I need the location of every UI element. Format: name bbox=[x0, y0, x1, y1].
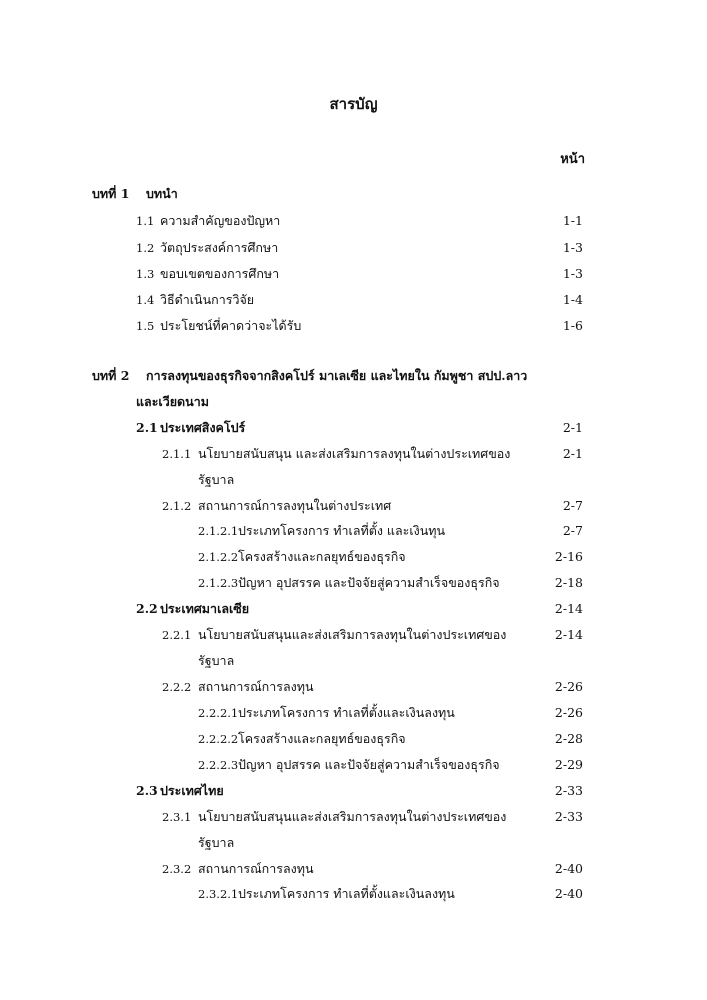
toc-entry-page: 1-1 bbox=[562, 213, 583, 228]
toc-entry-number: 2.2.1 bbox=[162, 628, 192, 642]
toc-entry-title: ปัญหา อุปสรรค และปัจจัยสู่ความสำเร็จของธุรกิจ bbox=[238, 575, 500, 590]
toc-entry-number: 2.3.2.1 bbox=[198, 887, 239, 901]
toc-entry-number: 1.3 bbox=[136, 267, 155, 281]
toc-entry-title: ประเทศมาเลเซีย bbox=[160, 601, 250, 616]
toc-entry-number: 2.2 bbox=[136, 601, 158, 616]
toc-entry-title: สถานการณ์การลงทุน bbox=[198, 861, 314, 876]
toc-entry-number: 2.3.1 bbox=[162, 810, 192, 824]
toc-entry-title: รัฐบาล bbox=[198, 472, 235, 487]
toc-entry-page: 2-7 bbox=[562, 523, 583, 538]
toc-entry-page: 2-26 bbox=[554, 679, 583, 694]
toc-entry-number: 2.2.2.3 bbox=[198, 758, 239, 772]
toc-entry-page: 2-14 bbox=[554, 601, 583, 616]
toc-entry-number: 1.2 bbox=[136, 241, 155, 255]
toc-entry-page: 2-26 bbox=[554, 705, 583, 720]
toc-entry-page: 2-14 bbox=[554, 627, 583, 642]
toc-entry-title: ประเภทโครงการ ทำเลที่ตั้งและเงินลงทุน bbox=[238, 705, 455, 720]
toc-entry-page: 1-3 bbox=[562, 240, 583, 255]
toc-entry-title: ประเภทโครงการ ทำเลที่ตั้งและเงินลงทุน bbox=[238, 886, 455, 901]
toc-entry-number: 1.1 bbox=[136, 214, 155, 228]
toc-entry-number: 2.3.2 bbox=[162, 862, 192, 876]
toc-entry-title: ประเภทโครงการ ทำเลที่ตั้ง และเงินทุน bbox=[238, 523, 446, 538]
toc-entry-number: บทที่ 2 bbox=[92, 368, 130, 383]
toc-entry-title: สถานการณ์การลงทุนในต่างประเทศ bbox=[198, 498, 392, 513]
toc-entry-page: 2-7 bbox=[562, 498, 583, 513]
toc-entry-number: 2.1 bbox=[136, 420, 158, 435]
page-title: สารบัญ bbox=[329, 95, 378, 113]
toc-entry-title: ความสำคัญของปัญหา bbox=[160, 213, 281, 228]
toc-entry-title: นโยบายสนับสนุนและส่งเสริมการลงทุนในต่างประเทศของ bbox=[198, 627, 507, 642]
toc-entry-title: วัตถุประสงค์การศึกษา bbox=[160, 240, 279, 255]
toc-entry-title: ประโยชน์ที่คาดว่าจะได้รับ bbox=[160, 318, 302, 333]
toc-entry-number: 2.1.1 bbox=[162, 447, 192, 461]
toc-entry-number: 2.1.2.3 bbox=[198, 576, 239, 590]
toc-entry-title: ขอบเขตของการศึกษา bbox=[160, 266, 280, 281]
toc-entry-number: 2.1.2.2 bbox=[198, 550, 239, 564]
toc-entry-title: การลงทุนของธุรกิจจากสิงคโปร์ มาเลเซีย และไทยใน กัมพูชา สปป.ลาว bbox=[146, 368, 528, 383]
toc-entry-number: 2.2.2.1 bbox=[198, 706, 239, 720]
page-column-header: หน้า bbox=[560, 152, 585, 167]
toc-entry-page: 1-3 bbox=[562, 266, 583, 281]
toc-entry-title: ประเทศไทย bbox=[160, 783, 224, 798]
toc-entry-number: 2.2.2.2 bbox=[198, 732, 239, 746]
toc-entry-title: นโยบายสนับสนุนและส่งเสริมการลงทุนในต่างประเทศของ bbox=[198, 809, 507, 824]
toc-entry-page: 2-1 bbox=[562, 420, 583, 435]
toc-entry-title: และเวียดนาม bbox=[136, 394, 209, 409]
toc-entry-page: 2-16 bbox=[554, 549, 583, 564]
toc-entry-number: 2.1.2 bbox=[162, 499, 192, 513]
toc-entry-page: 2-1 bbox=[562, 446, 583, 461]
toc-entry-number: 1.4 bbox=[136, 293, 155, 307]
toc-entry-title: โครงสร้างและกลยุทธ์ของธุรกิจ bbox=[238, 731, 406, 746]
toc-entry-number: 2.1.2.1 bbox=[198, 524, 239, 538]
toc-entry-title: วิธีดำเนินการวิจัย bbox=[160, 292, 255, 307]
toc-entry-number: 2.2.2 bbox=[162, 680, 192, 694]
toc-entry-title: รัฐบาล bbox=[198, 653, 235, 668]
toc-entry-page: 2-33 bbox=[554, 783, 583, 798]
toc-entry-page: 2-40 bbox=[554, 886, 583, 901]
toc-entry-number: บทที่ 1 bbox=[92, 186, 130, 201]
toc-entry-page: 1-6 bbox=[562, 318, 583, 333]
toc-entry-title: รัฐบาล bbox=[198, 835, 235, 850]
toc-entry-title: บทนำ bbox=[146, 186, 178, 201]
toc-entry-page: 1-4 bbox=[562, 292, 583, 307]
toc-entry-page: 2-29 bbox=[554, 757, 583, 772]
toc-entry-number: 2.3 bbox=[136, 783, 158, 798]
toc-entry-title: ประเทศสิงคโปร์ bbox=[160, 420, 246, 435]
toc-entry-page: 2-33 bbox=[554, 809, 583, 824]
toc-entry-title: ปัญหา อุปสรรค และปัจจัยสู่ความสำเร็จของธุรกิจ bbox=[238, 757, 500, 772]
toc-entry-number: 1.5 bbox=[136, 319, 155, 333]
toc-entry-page: 2-28 bbox=[554, 731, 583, 746]
toc-entry-title: สถานการณ์การลงทุน bbox=[198, 679, 314, 694]
toc-entry-page: 2-40 bbox=[554, 861, 583, 876]
toc-entry-page: 2-18 bbox=[554, 575, 583, 590]
toc-entry-title: โครงสร้างและกลยุทธ์ของธุรกิจ bbox=[238, 549, 406, 564]
toc-entry-title: นโยบายสนับสนุน และส่งเสริมการลงทุนในต่างประเทศของ bbox=[198, 446, 511, 461]
